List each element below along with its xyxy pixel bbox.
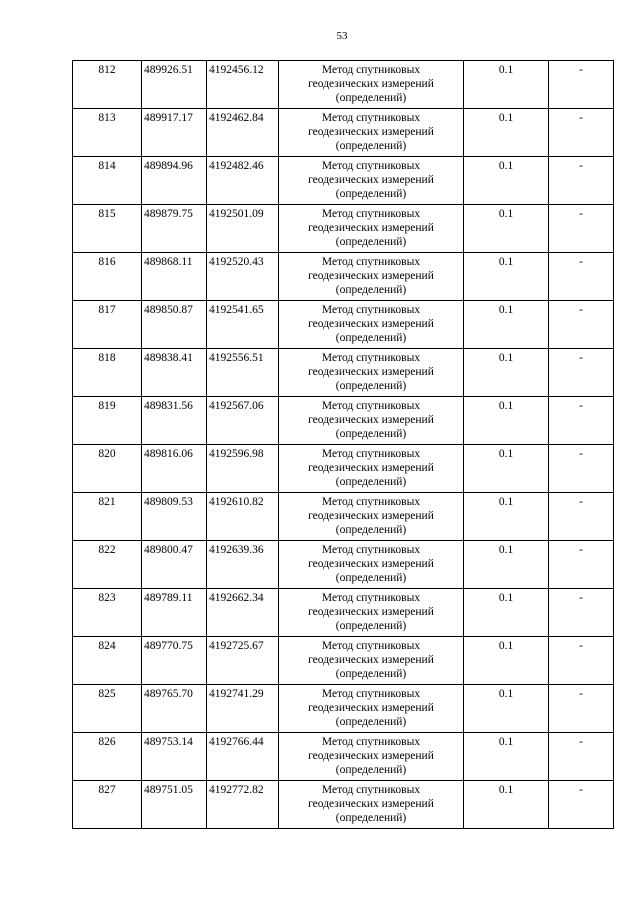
- method-cell: [279, 61, 464, 109]
- y-coordinate-cell: 4192462.84: [207, 109, 279, 157]
- y-coordinate-cell: 4192520.43: [207, 253, 279, 301]
- method-line-2: геодезических измерений: [308, 558, 434, 571]
- method-line-3: (определений): [335, 476, 407, 489]
- method-line-3: (определений): [335, 524, 407, 537]
- y-coordinate-cell: 4192596.98: [207, 445, 279, 493]
- note-cell: -: [549, 61, 614, 109]
- method-cell: [279, 157, 464, 205]
- accuracy-cell: 0.1: [464, 349, 549, 397]
- method-line-1: Метод спутниковых: [321, 688, 421, 700]
- method-line-1: Метод спутниковых: [321, 400, 421, 412]
- accuracy-cell: 0.1: [464, 445, 549, 493]
- table-row: [73, 541, 614, 589]
- accuracy-cell: 0.1: [464, 61, 549, 109]
- point-number-cell: 823: [73, 589, 142, 637]
- table-row: [73, 157, 614, 205]
- y-coordinate-cell: 4192482.46: [207, 157, 279, 205]
- note-cell: -: [549, 301, 614, 349]
- accuracy-cell: 0.1: [464, 397, 549, 445]
- method-line-1: Метод спутниковых: [321, 448, 421, 460]
- accuracy-cell: 0.1: [464, 157, 549, 205]
- accuracy-cell: 0.1: [464, 493, 549, 541]
- note-cell: -: [549, 157, 614, 205]
- x-coordinate-cell: 489809.53: [142, 493, 207, 541]
- method-line-2: геодезических измерений: [308, 702, 434, 715]
- accuracy-cell: 0.1: [464, 541, 549, 589]
- y-coordinate-cell: 4192610.82: [207, 493, 279, 541]
- method-line-3: (определений): [335, 572, 407, 585]
- table-row: [73, 109, 614, 157]
- note-cell: -: [549, 349, 614, 397]
- point-number-cell: 824: [73, 637, 142, 685]
- method-line-3: (определений): [335, 92, 407, 105]
- method-line-3: (определений): [335, 668, 407, 681]
- method-cell: [279, 301, 464, 349]
- y-coordinate-cell: 4192725.67: [207, 637, 279, 685]
- note-cell: -: [549, 685, 614, 733]
- method-line-3: (определений): [335, 428, 407, 441]
- table-row: [73, 61, 614, 109]
- point-number-cell: 822: [73, 541, 142, 589]
- x-coordinate-cell: 489753.14: [142, 733, 207, 781]
- point-number-cell: 819: [73, 397, 142, 445]
- note-cell: -: [549, 781, 614, 829]
- method-line-2: геодезических измерений: [308, 462, 434, 475]
- accuracy-cell: 0.1: [464, 781, 549, 829]
- table-row: [73, 493, 614, 541]
- point-number-cell: 820: [73, 445, 142, 493]
- note-cell: -: [549, 589, 614, 637]
- method-line-3: (определений): [335, 812, 407, 825]
- method-line-3: (определений): [335, 332, 407, 345]
- method-line-2: геодезических измерений: [308, 606, 434, 619]
- method-line-1: Метод спутниковых: [321, 352, 421, 364]
- method-line-1: Метод спутниковых: [321, 592, 421, 604]
- method-cell: [279, 445, 464, 493]
- x-coordinate-cell: 489917.17: [142, 109, 207, 157]
- point-number-cell: 816: [73, 253, 142, 301]
- point-number-cell: 825: [73, 685, 142, 733]
- method-line-1: Метод спутниковых: [321, 112, 421, 124]
- x-coordinate-cell: 489926.51: [142, 61, 207, 109]
- method-line-3: (определений): [335, 620, 407, 633]
- note-cell: -: [549, 541, 614, 589]
- x-coordinate-cell: 489765.70: [142, 685, 207, 733]
- method-cell: [279, 685, 464, 733]
- method-line-3: (определений): [335, 716, 407, 729]
- note-cell: -: [549, 205, 614, 253]
- y-coordinate-cell: 4192556.51: [207, 349, 279, 397]
- x-coordinate-cell: 489879.75: [142, 205, 207, 253]
- point-number-cell: 814: [73, 157, 142, 205]
- method-cell: [279, 493, 464, 541]
- method-line-2: геодезических измерений: [308, 654, 434, 667]
- table-row: [73, 589, 614, 637]
- accuracy-cell: 0.1: [464, 733, 549, 781]
- note-cell: -: [549, 637, 614, 685]
- note-cell: -: [549, 733, 614, 781]
- table-row: [73, 397, 614, 445]
- accuracy-cell: 0.1: [464, 589, 549, 637]
- method-cell: [279, 733, 464, 781]
- point-number-cell: 826: [73, 733, 142, 781]
- y-coordinate-cell: 4192501.09: [207, 205, 279, 253]
- x-coordinate-cell: 489838.41: [142, 349, 207, 397]
- method-line-2: геодезических измерений: [308, 174, 434, 187]
- page-number: 53: [336, 30, 348, 42]
- method-line-1: Метод спутниковых: [321, 304, 421, 316]
- method-line-2: геодезических измерений: [308, 318, 434, 331]
- y-coordinate-cell: 4192772.82: [207, 781, 279, 829]
- point-number-cell: 813: [73, 109, 142, 157]
- table-row: [73, 253, 614, 301]
- method-line-1: Метод спутниковых: [321, 160, 421, 172]
- coordinates-table: [72, 60, 614, 829]
- x-coordinate-cell: 489850.87: [142, 301, 207, 349]
- method-line-2: геодезических измерений: [308, 78, 434, 91]
- point-number-cell: 827: [73, 781, 142, 829]
- y-coordinate-cell: 4192741.29: [207, 685, 279, 733]
- method-line-3: (определений): [335, 380, 407, 393]
- accuracy-cell: 0.1: [464, 205, 549, 253]
- y-coordinate-cell: 4192639.36: [207, 541, 279, 589]
- method-line-1: Метод спутниковых: [321, 544, 421, 556]
- method-line-1: Метод спутниковых: [321, 736, 421, 748]
- method-cell: [279, 253, 464, 301]
- note-cell: -: [549, 493, 614, 541]
- note-cell: -: [549, 253, 614, 301]
- y-coordinate-cell: 4192766.44: [207, 733, 279, 781]
- method-line-1: Метод спутниковых: [321, 784, 421, 796]
- method-cell: [279, 541, 464, 589]
- x-coordinate-cell: 489751.05: [142, 781, 207, 829]
- table-body: [73, 61, 614, 829]
- table-row: [73, 781, 614, 829]
- x-coordinate-cell: 489770.75: [142, 637, 207, 685]
- accuracy-cell: 0.1: [464, 685, 549, 733]
- accuracy-cell: 0.1: [464, 109, 549, 157]
- table-row: [73, 733, 614, 781]
- method-line-2: геодезических измерений: [308, 270, 434, 283]
- table-row: [73, 301, 614, 349]
- method-line-1: Метод спутниковых: [321, 496, 421, 508]
- note-cell: -: [549, 397, 614, 445]
- method-cell: [279, 637, 464, 685]
- method-line-1: Метод спутниковых: [321, 256, 421, 268]
- method-cell: [279, 205, 464, 253]
- method-line-3: (определений): [335, 188, 407, 201]
- x-coordinate-cell: 489816.06: [142, 445, 207, 493]
- point-number-cell: 821: [73, 493, 142, 541]
- accuracy-cell: 0.1: [464, 301, 549, 349]
- table-row: [73, 445, 614, 493]
- method-line-2: геодезических измерений: [308, 126, 434, 139]
- method-line-3: (определений): [335, 140, 407, 153]
- method-line-2: геодезических измерений: [308, 222, 434, 235]
- y-coordinate-cell: 4192541.65: [207, 301, 279, 349]
- x-coordinate-cell: 489868.11: [142, 253, 207, 301]
- x-coordinate-cell: 489789.11: [142, 589, 207, 637]
- x-coordinate-cell: 489800.47: [142, 541, 207, 589]
- method-line-1: Метод спутниковых: [321, 64, 421, 76]
- table-row: [73, 205, 614, 253]
- method-cell: [279, 349, 464, 397]
- accuracy-cell: 0.1: [464, 637, 549, 685]
- method-line-3: (определений): [335, 764, 407, 777]
- method-line-1: Метод спутниковых: [321, 208, 421, 220]
- method-line-2: геодезических измерений: [308, 414, 434, 427]
- table-row: [73, 685, 614, 733]
- y-coordinate-cell: 4192662.34: [207, 589, 279, 637]
- accuracy-cell: 0.1: [464, 253, 549, 301]
- point-number-cell: 815: [73, 205, 142, 253]
- method-line-2: геодезических измерений: [308, 366, 434, 379]
- table-row: [73, 349, 614, 397]
- point-number-cell: 817: [73, 301, 142, 349]
- point-number-cell: 818: [73, 349, 142, 397]
- y-coordinate-cell: 4192567.06: [207, 397, 279, 445]
- table-row: [73, 637, 614, 685]
- x-coordinate-cell: 489894.96: [142, 157, 207, 205]
- method-line-2: геодезических измерений: [308, 750, 434, 763]
- method-cell: [279, 781, 464, 829]
- method-line-3: (определений): [335, 284, 407, 297]
- method-line-1: Метод спутниковых: [321, 640, 421, 652]
- method-line-2: геодезических измерений: [308, 798, 434, 811]
- y-coordinate-cell: 4192456.12: [207, 61, 279, 109]
- method-cell: [279, 109, 464, 157]
- note-cell: -: [549, 445, 614, 493]
- method-cell: [279, 589, 464, 637]
- method-line-2: геодезических измерений: [308, 510, 434, 523]
- note-cell: -: [549, 109, 614, 157]
- x-coordinate-cell: 489831.56: [142, 397, 207, 445]
- point-number-cell: 812: [73, 61, 142, 109]
- method-cell: [279, 397, 464, 445]
- method-line-3: (определений): [335, 236, 407, 249]
